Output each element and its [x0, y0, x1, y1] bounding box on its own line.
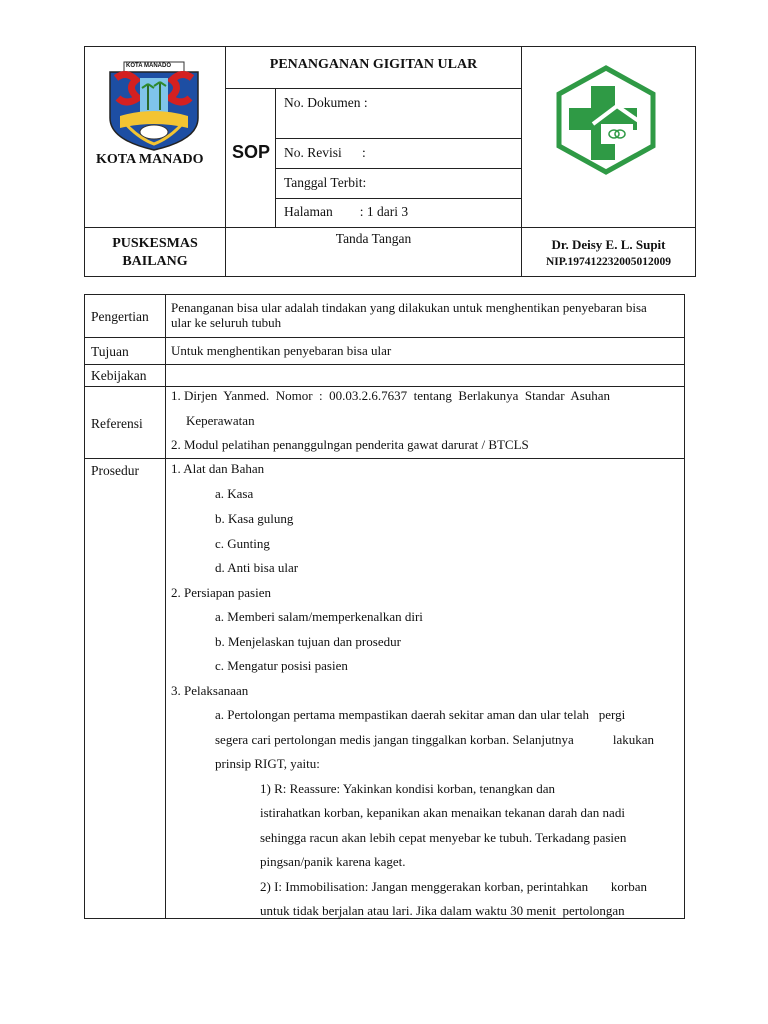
referensi-item1-line1: 1. Dirjen Yanmed. Nomor : 00.03.2.6.7637 tentang Berlakunya Standar Asuhan	[171, 388, 611, 403]
referensi-item2: 2. Modul pelatihan penanggulngan penderita gawat darurat / BTCLS	[171, 437, 529, 452]
prosedur-line: pingsan/panik karena kaget.	[260, 854, 406, 869]
prosedur-line: d. Anti bisa ular	[215, 560, 299, 575]
label-tujuan: Tujuan	[91, 344, 129, 359]
pengertian-text-line2: ular ke seluruh tubuh	[171, 315, 282, 330]
pengertian-text-line1: Penanganan bisa ular adalah tindakan yang dilakukan untuk menghentikan penyebaran bisa	[171, 300, 647, 315]
logo-city-name: KOTA MANADO	[96, 152, 204, 167]
health-cross-icon	[553, 64, 659, 176]
field-halaman: Halaman : 1 dari 3	[284, 204, 409, 219]
tujuan-text: Untuk menghentikan penyebaran bisa ular	[171, 343, 392, 358]
prosedur-line: 2) I: Immobilisation: Jangan menggerakan korban, perintahkan korban	[260, 879, 648, 894]
label-pengertian: Pengertian	[91, 309, 149, 324]
referensi-item1-line2: Keperawatan	[186, 413, 255, 428]
prosedur-line: 1. Alat dan Bahan	[171, 461, 265, 476]
prosedur-line: a. Kasa	[215, 486, 254, 501]
prosedur-line: b. Kasa gulung	[215, 511, 294, 526]
prosedur-line: 2. Persiapan pasien	[171, 585, 272, 600]
prosedur-line: 1) R: Reassure: Yakinkan kondisi korban, tenangkan dan	[260, 781, 555, 796]
facility-name-line2: BAILANG	[122, 254, 188, 269]
logo-banner-text: KOTA MANADO	[126, 63, 171, 69]
prosedur-line: b. Menjelaskan tujuan dan prosedur	[215, 634, 401, 649]
label-kebijakan: Kebijakan	[91, 368, 147, 383]
prosedur-line: 3. Pelaksanaan	[171, 683, 249, 698]
puskesmas-logo	[553, 64, 659, 176]
prosedur-line: segera cari pertolongan medis jangan tinggalkan korban. Selanjutnya lakukan	[215, 732, 654, 747]
prosedur-line: sehingga racun akan lebih cepat menyebar ke tubuh. Terkadang pasien	[260, 830, 627, 845]
sop-title: PENANGANAN GIGITAN ULAR	[269, 57, 478, 72]
prosedur-line: a. Pertolongan pertama mempastikan daerah sekitar aman dan ular telah pergi	[215, 707, 626, 722]
signer-nip: NIP.197412232005012009	[545, 256, 672, 268]
city-crest-icon	[104, 58, 204, 154]
label-prosedur: Prosedur	[91, 463, 139, 478]
prosedur-line: istirahatkan korban, kepanikan akan menaikan tekanan darah dan nadi	[260, 805, 625, 820]
field-tanggal-terbit: Tanggal Terbit:	[284, 175, 367, 190]
field-no-revisi: No. Revisi :	[284, 145, 366, 160]
prosedur-line: a. Memberi salam/memperkenalkan diri	[215, 609, 423, 624]
prosedur-line: c. Mengatur posisi pasien	[215, 658, 348, 673]
signature-label: Tanda Tangan	[335, 231, 412, 246]
prosedur-line: c. Gunting	[215, 536, 270, 551]
signer-name: Dr. Deisy E. L. Supit	[551, 237, 666, 252]
label-referensi: Referensi	[91, 416, 143, 431]
prosedur-line: untuk tidak berjalan atau lari. Jika dalam waktu 30 menit pertolongan	[260, 903, 625, 918]
field-no-dokumen: No. Dokumen :	[284, 95, 368, 110]
facility-name-line1: PUSKESMAS	[112, 236, 198, 251]
kota-manado-logo	[104, 58, 204, 154]
sop-label: SOP	[232, 142, 271, 162]
prosedur-line: prinsip RIGT, yaitu:	[215, 756, 320, 771]
